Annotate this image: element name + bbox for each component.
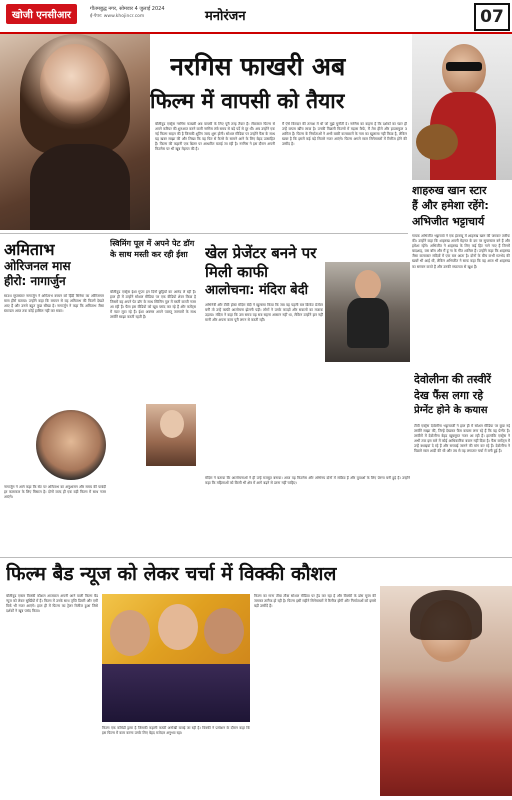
abhijeet-headline-1: शाहरुख खान स्टार xyxy=(412,184,487,197)
vicky-body-2: फिल्म एक कॉमेडी ड्रामा है जिसकी कहानी काफी अनोखी बताई जा रही है। विक्की ने प्रमोशन के दौरान कहा कि इस फिल्म में काम करना उनके लिए बेहद मजेदार अनुभव रहा। xyxy=(102,726,250,736)
amitabh-headline-3: हीरो: नागार्जुन xyxy=(4,274,66,288)
page-number: 07 xyxy=(474,3,510,31)
masthead xyxy=(0,0,512,34)
dateline-web: ई-पेपर: www.khojincr.com xyxy=(90,14,145,19)
amitabh-body-2: नागार्जुन ने आगे कहा कि सेट पर अमिताभ का अनुशासन और समय की पाबंदी हर कलाकार के लिए मिसाल है। दोनों जल्द ही एक बड़ी फिल्म में साथ नजर आएंगे। xyxy=(4,485,106,500)
mandira-photo xyxy=(325,262,410,362)
devoleena-body: टीवी एक्ट्रेस देवोलीना भट्टाचार्जी ने हाल ही में सोशल मीडिया पर कुछ नई तस्वीरें साझा कीं, जिन्हें देखकर फैंस कयास लगा रहे हैं कि वह प्रेग्नेंट हैं। तस्वीरों में देवोलीना बेहद खूबसूरत नजर आ रही हैं। हालांकि एक्ट्रेस ने अभी तक इस बारे में कोई आधिकारिक बयान नहीं दिया है। फैंस कमेंट्स में उन्हें बधाइयां दे रहे हैं और सच्चाई जानने की मांग कर रहे हैं। देवोलीना ने पिछले साल शादी की थी और तब से वह लगातार चर्चा में बनी हुई हैं। xyxy=(414,424,510,454)
abhijeet-body: गायक अभिजीत भट्टाचार्य ने एक इंटरव्यू में शाहरुख खान की जमकर तारीफ की। उन्होंने कहा कि शाहरुख अपनी मेहनत के दम पर सुपरस्टार बने हैं और हमेशा रहेंगे। अभिजीत ने शाहरुख के लिए कई हिट गाने गाए हैं जिनमें बादशाह, यस बॉस और मैं हूं ना के गीत शामिल हैं। उन्होंने कहा कि शाहरुख जैसा कलाकार सदियों में एक बार आता है। दोनों के बीच कभी मतभेद की खबरें भी आई थीं, लेकिन अभिजीत ने साफ कहा कि वह आज भी शाहरुख का सम्मान करते हैं और उनकी सफलता से खुश हैं। xyxy=(412,234,510,269)
dateline: गौतमबुद्ध नगर, सोमवार 4 जुलाई 2024 xyxy=(90,6,165,12)
devoleena-headline-2: देख फैंस लगा रहे xyxy=(414,389,484,402)
vicky-headline: फिल्म बैड न्यूज को लेकर चर्चा में विक्की कौशल xyxy=(6,563,337,585)
divider xyxy=(0,557,512,558)
vicky-body-1: बॉलीवुड एक्टर विक्की कौशल आजकल अपनी आने वाली फिल्म बैड न्यूज को लेकर सुर्खियों में हैं। फिल्म में उनके साथ तृप्ति डिमरी और एमी विर्क भी नजर आएंगे। हाल ही में फिल्म का ट्रेलर रिलीज हुआ जिसे दर्शकों ने खूब पसंद किया। xyxy=(6,594,98,614)
lead-body-2: मैं ऐसे किरदार की तलाश में थी जो मुझे चुनौती दे। नरगिस का कहना है कि दर्शकों का प्यार ही उन्हें वापस खींच लाया है। उनकी पिछली फिल्मों में मद्रास कैफे, मैं तेरा हीरो और हाउसफुल 3 शामिल हैं। फिल्म के निर्माताओं ने अभी बाकी कलाकारों के नाम का खुलासा नहीं किया है, लेकिन खबर है कि इसमें कई बड़े सितारे नजर आएंगे। फिल्म अगले साल सिनेमाघरों में रिलीज होने की उम्मीद है। xyxy=(282,122,407,147)
divider xyxy=(0,233,408,234)
devoleena-headline-1: देवोलीना की तस्वीरें xyxy=(414,373,492,386)
esha-photo xyxy=(146,404,196,466)
lead-headline-2: फिल्म में वापसी को तैयार xyxy=(150,89,345,113)
mandira-headline-3: आलोचना: मंदिरा बेदी xyxy=(205,283,308,298)
amitabh-body-1: साउथ सुपरस्टार नागार्जुन ने अमिताभ बच्चन को हिंदी सिनेमा का ओरिजनल मास हीरो बताया। उन्होंने कहा कि बचपन से वह अमिताभ की फिल्में देखते आए हैं और उनसे बहुत कुछ सीखा है। नागार्जुन ने कहा कि अमिताभ जैसा स्टारडम आज तक कोई हासिल नहीं कर सका। xyxy=(4,294,104,314)
swimming-body: बॉलीवुड एक्ट्रेस ईशा गुप्ता इन दिनों छुट्टियों का आनंद ले रही हैं। हाल ही में उन्होंने सोशल मीडिया पर एक वीडियो शेयर किया है जिसमें वह अपने पेट डॉग के साथ स्विमिंग पूल में मस्ती करती नजर आ रही हैं। फैंस इस वीडियो को खूब पसंद कर रहे हैं और कमेंट्स में प्यार लुटा रहे हैं। ईशा अक्सर अपने पालतू जानवरों के साथ तस्वीरें साझा करती रहती हैं। xyxy=(110,290,196,320)
mandira-body-2: मंदिरा ने बताया कि आलोचनाओं ने ही उन्हें मजबूत बनाया। आज वह फिटनेस और अभिनय दोनों में सक्रिय हैं और युवाओं के लिए प्रेरणा बनी हुई हैं। उन्होंने कहा कि महिलाओं को किसी भी क्षेत्र में आगे बढ़ने से डरना नहीं चाहिए। xyxy=(205,476,410,486)
devoleena-headline-3: प्रेग्नेंट होने के कयास xyxy=(414,405,488,416)
mandira-headline-1: खेल प्रेजेंटर बनने पर xyxy=(205,244,317,262)
mandira-headline-2: मिली काफी xyxy=(205,263,268,281)
abhijeet-headline-2: हैं और हमेशा रहेंगे: xyxy=(412,199,489,212)
lead-headline-1: नरगिस फाखरी अब xyxy=(170,52,346,81)
abhijeet-photo xyxy=(412,34,512,180)
nargis-photo xyxy=(0,34,150,230)
lead-body-1: बॉलीवुड एक्ट्रेस नरगिस फाखरी अब वापसी के लिए पूरी तरह तैयार हैं। रॉकस्टार फिल्म से अपने करियर की शुरुआत करने वाली नरगिस लंबे समय से बड़े पर्दे से दूर थीं। अब उन्होंने एक नई फिल्म साइन की है जिसकी शूटिंग जल्द शुरू होगी। सोशल मीडिया पर उन्होंने फैंस के साथ यह खबर साझा की और लिखा कि वह फिर से कैमरे के सामने आने के लिए बेहद उत्साहित हैं। फिल्म की कहानी एक थ्रिलर पर आधारित बताई जा रही है। नरगिस ने इस दौरान अपनी फिटनेस पर भी खूब मेहनत की है। xyxy=(155,122,275,152)
swimming-headline: स्विमिंग पूल में अपने पेट डॉग के साथ मस्ती कर रही ईशा xyxy=(110,239,195,259)
mandira-body-1: अभिनेत्री और टीवी होस्ट मंदिरा बेदी ने खुलासा किया कि जब वह पहली बार क्रिकेट प्रेजेंटर बनीं तो उन्हें काफी आलोचना झेलनी पड़ी। लोगों ने उनके कपड़ों और सवालों का मजाक उड़ाया। मंदिरा ने कहा कि उस समय यह सब सहना आसान नहीं था, लेकिन उन्होंने हार नहीं मानी और अपना काम पूरी लगन से करती रहीं। xyxy=(205,303,323,323)
vicky-body-3: फिल्म का गाना तौबा तौबा सोशल मीडिया पर ट्रेंड कर रहा है और विक्की के डांस मूव्स की जमकर तारीफ हो रही है। फिल्म इसी महीने सिनेमाघरों में रिलीज होगी और निर्माताओं को इससे बड़ी उम्मीदें हैं। xyxy=(254,594,376,609)
bad-newz-poster xyxy=(102,594,250,722)
brand-logo: खोजी एनसीआर xyxy=(6,4,77,24)
section-title: मनोरंजन xyxy=(205,9,246,24)
amitabh-headline-1: अमिताभ xyxy=(4,240,55,259)
amitabh-headline-2: ओरिजनल मास xyxy=(4,259,71,273)
nagarjuna-photo xyxy=(36,410,106,480)
devoleena-photo xyxy=(380,586,512,796)
abhijeet-headline-3: अभिजीत भट्टाचार्य xyxy=(412,215,485,228)
